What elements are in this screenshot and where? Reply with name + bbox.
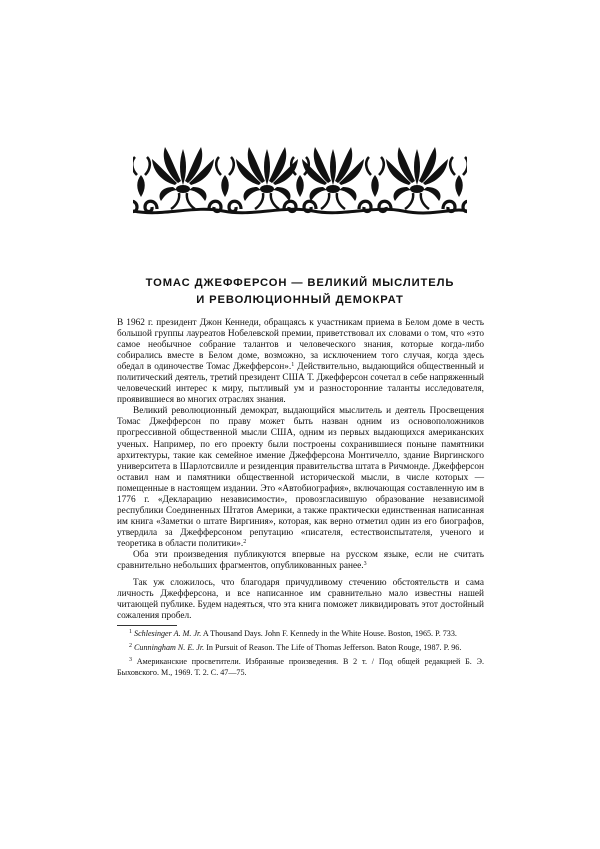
paragraph-3: Оба эти произведения публикуются впервые на русском языке, если не считать сравнительно небольших фрагментов, опубликованных ранее.$^3$ [117,549,484,572]
chapter-title [100,275,500,309]
footnote-3: $^3$ Американские просветители. Избранные произведения. В 2 т. / Под общей редакцией Б. Э. Быховского. М., 1969. Т. 2. С. 47—75. [117,657,484,677]
paragraph-1: В 1962 г. президент Джон Кеннеди, обращаясь к участникам приема в Белом доме в честь большой группы лауреатов Нобелевской премии, приветствовал их словами о том, что «это самое необычное собрание талантов и человеческого знания, которые когда-либо собирались вместе в Белом доме, возможно, за исключением того случая, когда здесь обедал в одиночестве Томас Джефферсон».$^1$ Действительно, выдающийся общественный и политический деятель, третий президент США Т. Джефферсон сочетал в себе напряженный человеческий интерес к миру, пытливый ум и разносторонние таланты исследователя, проявившиеся во многих отраслях знания. [117,318,484,406]
chapter-title-line-2: И РЕВОЛЮЦИОННЫЙ ДЕМОКРАТ [196,294,404,306]
floral-palmette-ornament-icon [133,145,467,218]
paragraph-2: Великий революционный демократ, выдающийся мыслитель и деятель Просвещения Томас Джефферсон по праву может быть назван одним из основоположников прогрессивной общественной мысли США, одним из первых выдающихся американских ученых. Например, по его проекту были построены сохранившиеся поныне памятники архитектуры, такие как семейное имение Джефферсона Монтичелло, здание Виргинского университета в Шарлотсвилле и резиденция правительства штата в Ричмонде. Джефферсон оставил нам и памятники общественной исторической мысли, в числе которых — помещенные в настоящем издании. Это «Автобиография», включающая составленную им в 1776 г. «Декларацию независимости», провозгласившую образование независимой республики Соединенных Штатов Америки, а также практически единственная написанная им книга «Заметки о штате Виргиния», которая, как верно отметил один из его биографов, утвердила за Джефферсоном репутацию «писателя, естествоиспытателя, ученого и теоретика в области политики».$^2$ [117,406,484,549]
footnote-ref-2: 2 [243,538,247,545]
footnotes [117,629,484,682]
body-text [117,318,484,622]
footnote-2: $^2$ Cunningham N. E. Jr. In Pursuit of Reason. The Life of Thomas Jefferson. Baton Rouge, 1987. P. 96. [129,643,462,653]
footnote-ref-1: 1 [291,362,295,369]
footnote-divider [117,625,177,626]
footnote-ref-3: 3 [363,561,367,568]
paragraph-4: Так уж сложилось, что благодаря причудливому стечению обстоятельств и сама личность Джефферсона, и все написанное им сравнительно мало известны нашей читающей публике. Будем надеяться, что эта книга поможет ликвидировать этот достойный сожаления пробел. [117,578,484,622]
footnote-1: $^1$ Schlesinger A. M. Jr. A Thousand Days. John F. Kennedy in the White House. Boston, 1965. P. 733. [129,629,457,638]
chapter-title-line-1: ТОМАС ДЖЕФФЕРСОН — ВЕЛИКИЙ МЫСЛИТЕЛЬ [145,277,455,289]
